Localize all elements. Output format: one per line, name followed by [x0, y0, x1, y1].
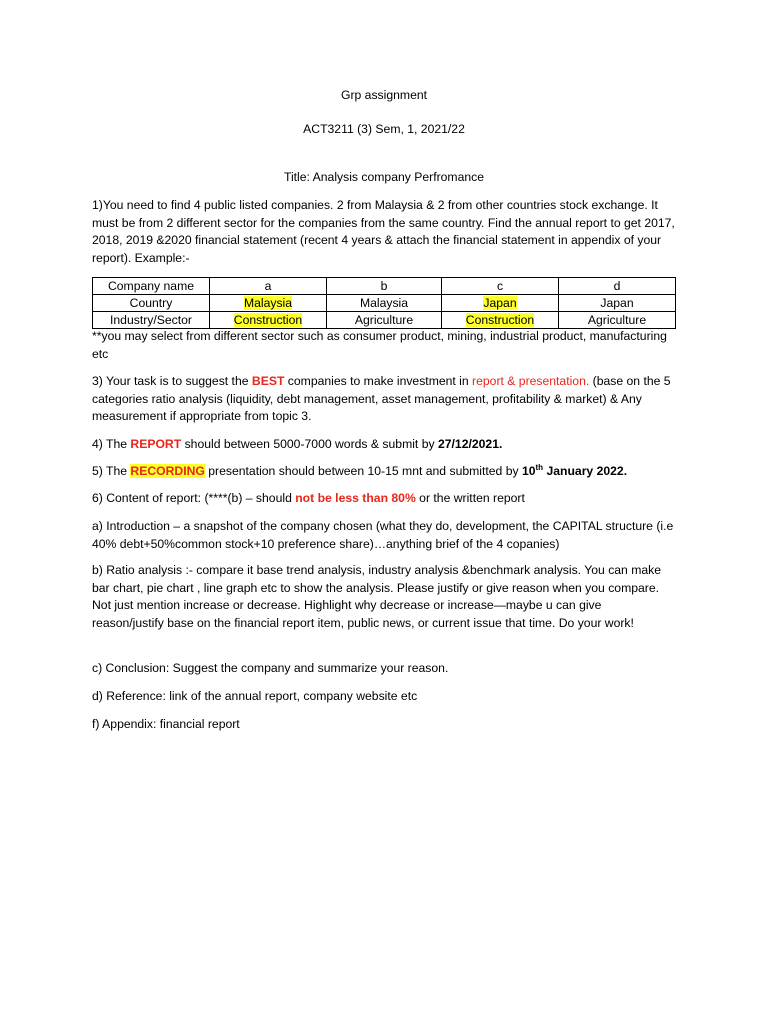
text-run: should between 5000-7000 words & submit by — [181, 437, 438, 451]
table-cell — [442, 295, 559, 312]
table-cell: Agriculture — [327, 312, 442, 329]
content-introduction: a) Introduction – a snapshot of the company chosen (what they do, development, the CAPITAL structure (i.e 40% debt+50%common stock+10 preference share)…anything brief of the 4 copanies) — [92, 519, 674, 551]
highlighted-cell-text: Malaysia — [243, 296, 293, 310]
instruction-3 — [92, 373, 676, 426]
table-header-row — [93, 278, 676, 295]
table-cell: b — [327, 278, 442, 295]
instruction-1: 1)You need to find 4 public listed companies. 2 from Malaysia & 2 from other countries stock exchange. It must be from 2 different sector for the companies from the same country. Find the annual report to get 2017, 2018, 2019 &2020 financial statement (recent 4 years & attach the financial statement in appendix of your report). Example:- — [92, 198, 675, 265]
table-cell: Industry/Sector — [93, 312, 210, 329]
table-row — [93, 312, 676, 329]
table-row — [93, 295, 676, 312]
assignment-label: Grp assignment — [340, 88, 428, 102]
content-reference: d) Reference: link of the annual report, company website etc — [92, 689, 418, 703]
date-suffix: th — [535, 462, 544, 472]
emphasis-minimum-percent: not be less than 80% — [295, 491, 416, 505]
instruction-5 — [92, 463, 676, 481]
sector-note: **you may select from different sector such as consumer product, mining, industrial product, manufacturing etc — [92, 329, 667, 361]
table-cell — [210, 295, 327, 312]
instruction-6 — [92, 490, 676, 508]
text-run: 6) Content of report: (****(b) – should — [92, 491, 296, 505]
document-title: Title: Analysis company Perfromance — [283, 170, 485, 184]
table-cell: Company name — [93, 278, 210, 295]
date-rest: January 2022. — [543, 464, 628, 478]
text-run: or the written report — [415, 491, 525, 505]
emphasis-report: REPORT — [130, 437, 182, 451]
instruction-4 — [92, 436, 676, 454]
date-number: 10 — [521, 464, 536, 478]
table-cell: Agriculture — [559, 312, 676, 329]
text-run: companies to make investment in — [284, 374, 473, 388]
report-due-date: 27/12/2021. — [437, 437, 503, 451]
text-run: 4) The — [92, 437, 131, 451]
emphasis-report-presentation: report & presentation. — [472, 374, 590, 388]
content-ratio-analysis: b) Ratio analysis :- compare it base trend analysis, industry analysis &benchmark analysis. You can make bar chart, pie chart , line graph etc to show the analysis. Please justify or give reason when you compare. Not just mention increase or decrease. Highlight why decrease or increase—maybe u can give reason/justify base on the financial report item, public news, or current issue that time. Do your work! — [92, 563, 662, 630]
highlighted-cell-text: Construction — [233, 313, 303, 327]
highlighted-cell-text: Construction — [465, 313, 535, 327]
table-cell: c — [442, 278, 559, 295]
table-cell: d — [559, 278, 676, 295]
emphasis-recording: RECORDING — [130, 464, 205, 478]
emphasis-best: BEST — [251, 374, 285, 388]
content-appendix: f) Appendix: financial report — [92, 717, 240, 731]
highlighted-cell-text: Japan — [483, 296, 517, 310]
content-conclusion: c) Conclusion: Suggest the company and summarize your reason. — [92, 661, 449, 675]
table-cell: Malaysia — [327, 295, 442, 312]
table-cell: Country — [93, 295, 210, 312]
example-company-table — [92, 277, 676, 329]
text-run: presentation should between 10-15 mnt and submitted by — [204, 464, 522, 478]
text-run: 3) Your task is to suggest the — [92, 374, 252, 388]
course-code: ACT3211 (3) Sem, 1, 2021/22 — [303, 122, 465, 136]
text-run: 5) The — [92, 464, 131, 478]
table-cell: a — [210, 278, 327, 295]
text-run: (base on the 5 categories ratio analysis (liquidity, debt management, asset management, profitability & market) & Any measurement if appropriate from topic 3. — [92, 374, 671, 423]
table-cell: Japan — [559, 295, 676, 312]
table-cell — [210, 312, 327, 329]
table-cell — [442, 312, 559, 329]
recording-due-date — [522, 464, 627, 478]
